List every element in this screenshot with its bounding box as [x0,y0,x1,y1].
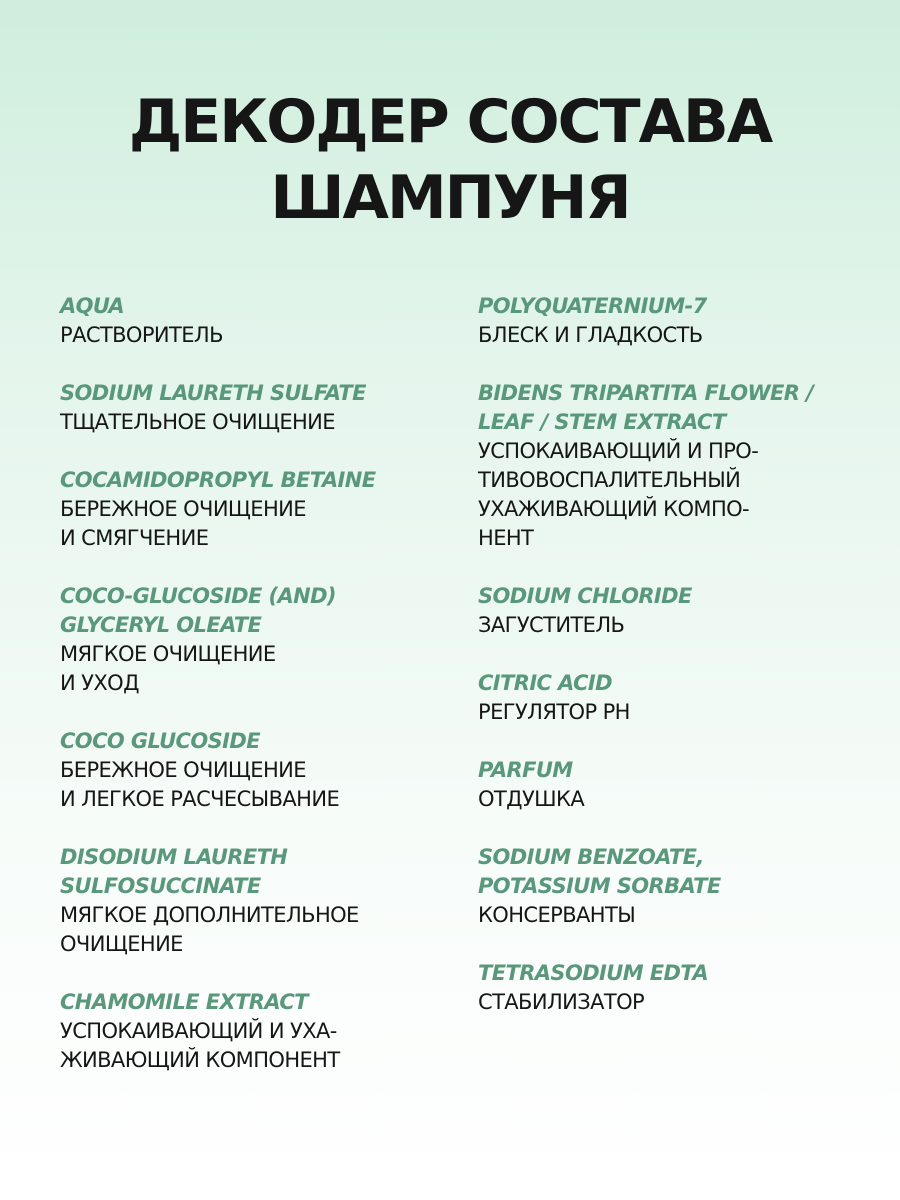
ingredient-item [60,988,460,1075]
ingredient-name: TETRASODIUM EDTA [478,961,709,985]
ingredient-item [60,582,460,698]
ingredient-name: COCO-GLUCOSIDE (AND) GLYCERYL OLEATE [60,584,336,637]
ingredient-name: SODIUM LAURETH SULFATE [60,381,366,405]
ingredient-name: PARFUM [478,758,573,782]
ingredient-item [60,466,460,553]
ingredient-purpose: КОНСЕРВАНТЫ [478,903,636,927]
ingredient-name: COCO GLUCOSIDE [60,729,260,753]
ingredient-item [478,756,878,814]
ingredient-purpose: ЗАГУСТИТЕЛЬ [478,613,625,637]
ingredient-item [478,292,878,350]
ingredient-purpose: МЯГКОЕ ОЧИЩЕНИЕ И УХОД [60,642,276,695]
ingredient-name: POLYQUATERNIUM-7 [478,294,707,318]
ingredient-purpose: БЛЕСК И ГЛАДКОСТЬ [478,323,703,347]
title-line-1: ДЕКОДЕР СОСТАВА [128,87,772,157]
ingredient-name: CITRIC ACID [478,671,612,695]
ingredient-item [478,843,878,930]
ingredient-purpose: РАСТВОРИТЕЛЬ [60,323,223,347]
ingredient-purpose: РЕГУЛЯТОР PH [478,700,630,724]
left-ingredient-column [60,292,460,1104]
ingredient-purpose: УСПОКАИВАЮЩИЙ И ПРО- ТИВОВОСПАЛИТЕЛЬНЫЙ УХАЖИВАЮЩИЙ КОМПО- НЕНТ [478,439,759,550]
right-ingredient-column [478,292,878,1046]
ingredient-name: CHAMOMILE EXTRACT [60,990,308,1014]
ingredient-purpose: БЕРЕЖНОЕ ОЧИЩЕНИЕ И СМЯГЧЕНИЕ [60,497,306,550]
ingredient-name: SODIUM CHLORIDE [478,584,692,608]
ingredient-name: AQUA [60,294,125,318]
ingredient-item [60,727,460,814]
ingredient-purpose: МЯГКОЕ ДОПОЛНИТЕЛЬНОЕ ОЧИЩЕНИЕ [60,903,359,956]
ingredient-item [478,582,878,640]
ingredient-item [478,669,878,727]
page-title [0,84,900,236]
ingredient-name: BIDENS TRIPARTITA FLOWER / LEAF / STEM EXTRACT [478,381,814,434]
ingredient-purpose: УСПОКАИВАЮЩИЙ И УХА- ЖИВАЮЩИЙ КОМПОНЕНТ [60,1019,340,1072]
ingredient-item [478,959,878,1017]
ingredient-item [60,292,460,350]
title-line-2: ШАМПУНЯ [270,163,630,233]
ingredient-purpose: БЕРЕЖНОЕ ОЧИЩЕНИЕ И ЛЕГКОЕ РАСЧЕСЫВАНИЕ [60,758,340,811]
ingredient-name: DISODIUM LAURETH SULFOSUCCINATE [60,845,288,898]
ingredient-purpose: СТАБИЛИЗАТОР [478,990,645,1014]
ingredient-item [60,843,460,959]
ingredient-item [478,379,878,553]
ingredient-name: COCAMIDOPROPYL BETAINE [60,468,376,492]
ingredient-purpose: ТЩАТЕЛЬНОЕ ОЧИЩЕНИЕ [60,410,335,434]
ingredient-item [60,379,460,437]
ingredient-purpose: ОТДУШКА [478,787,585,811]
ingredient-name: SODIUM BENZOATE, POTASSIUM SORBATE [478,845,721,898]
